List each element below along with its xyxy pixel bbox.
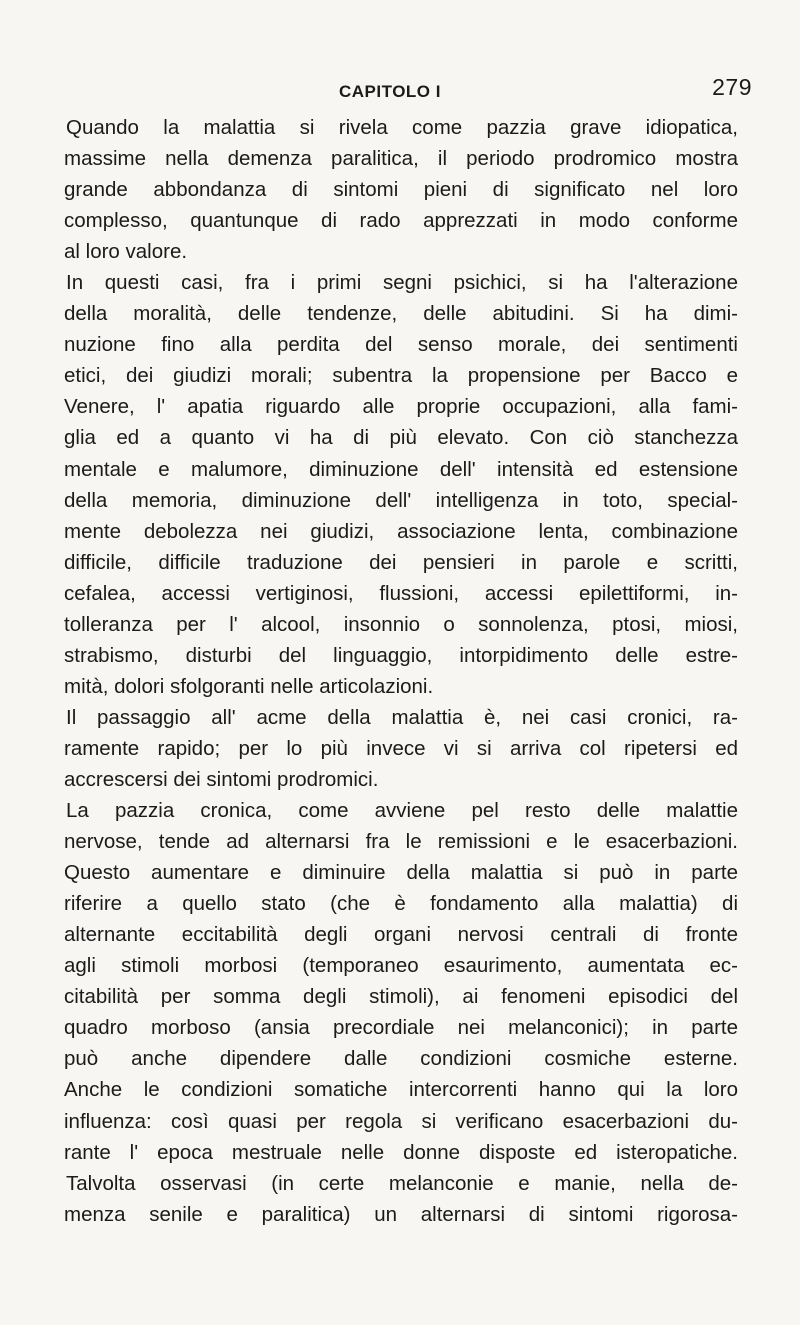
text-line: tolleranza per l' alcool, insonnio o sonnolenza, ptosi, miosi,	[64, 612, 738, 636]
text-line: massime nella demenza paralitica, il periodo prodromico mostra	[64, 147, 738, 171]
text-line: quadro morboso (ansia precordiale nei melanconici); in parte	[64, 1016, 738, 1040]
text-line: etici, dei giudizi morali; subentra la propensione per Bacco e	[64, 364, 738, 388]
text-line: agli stimoli morbosi (temporaneo esaurimento, aumentata ec-	[64, 954, 738, 978]
text-line: riferire a quello stato (che è fondamento alla malattia) di	[64, 892, 738, 916]
text-line: può anche dipendere dalle condizioni cosmiche esterne.	[64, 1047, 738, 1071]
text-line: della memoria, diminuzione dell' intelligenza in toto, special-	[64, 488, 738, 512]
text-line: menza senile e paralitica) un alternarsi di sintomi rigorosa-	[64, 1202, 738, 1226]
text-line: nervose, tende ad alternarsi fra le remissioni e le esacerbazioni.	[64, 830, 738, 854]
text-line: della moralità, delle tendenze, delle abitudini. Si ha dimi-	[64, 302, 738, 326]
text-line: nuzione fino alla perdita del senso morale, dei sentimenti	[64, 333, 738, 357]
text-line: alternante eccitabilità degli organi nervosi centrali di fronte	[64, 923, 738, 947]
text-line: accrescersi dei sintomi prodromici.	[64, 767, 379, 791]
text-line: Questo aumentare e diminuire della malattia si può in parte	[64, 861, 738, 885]
body-text	[64, 112, 738, 1230]
running-head	[0, 74, 800, 104]
text-line: In questi casi, fra i primi segni psichici, si ha l'alterazione	[66, 271, 738, 295]
text-line: La pazzia cronica, come avviene pel resto delle malattie	[66, 799, 738, 823]
text-line: mità, dolori sfolgoranti nelle articolazioni.	[64, 674, 434, 698]
text-line: citabilità per somma degli stimoli), ai fenomeni episodici del	[64, 985, 738, 1009]
text-line: mentale e malumore, diminuzione dell' intensità ed estensione	[64, 457, 738, 481]
text-line: Talvolta osservasi (in certe melanconie e manie, nella de-	[66, 1171, 738, 1195]
text-line: Quando la malattia si rivela come pazzia grave idiopatica,	[66, 116, 738, 139]
text-line: difficile, difficile traduzione dei pensieri in parole e scritti,	[64, 550, 738, 574]
text-line: al loro valore.	[64, 240, 188, 264]
text-line: ramente rapido; per lo più invece vi si arriva col ripetersi ed	[64, 736, 738, 760]
text-line: cefalea, accessi vertiginosi, flussioni, accessi epilettiformi, in-	[64, 581, 738, 605]
text-line: mente debolezza nei giudizi, associazione lenta, combinazione	[64, 519, 738, 543]
page-number: 279	[712, 74, 752, 100]
text-line: Venere, l' apatia riguardo alle proprie occupazioni, alla fami-	[64, 395, 738, 419]
text-line: strabismo, disturbi del linguaggio, intorpidimento delle estre-	[64, 643, 738, 667]
text-line: grande abbondanza di sintomi pieni di significato nel loro	[64, 178, 738, 202]
text-line: rante l' epoca mestruale nelle donne disposte ed isteropatiche.	[64, 1140, 738, 1164]
text-line: glia ed a quanto vi ha di più elevato. Con ciò stanchezza	[64, 426, 738, 450]
chapter-heading: CAPITOLO I	[339, 82, 441, 101]
text-line: Il passaggio all' acme della malattia è, nei casi cronici, ra-	[66, 705, 738, 729]
text-line: influenza: così quasi per regola si verificano esacerbazioni du-	[64, 1109, 738, 1133]
text-line: complesso, quantunque di rado apprezzati in modo conforme	[64, 209, 738, 233]
text-line: Anche le condizioni somatiche intercorrenti hanno qui la loro	[64, 1078, 738, 1102]
